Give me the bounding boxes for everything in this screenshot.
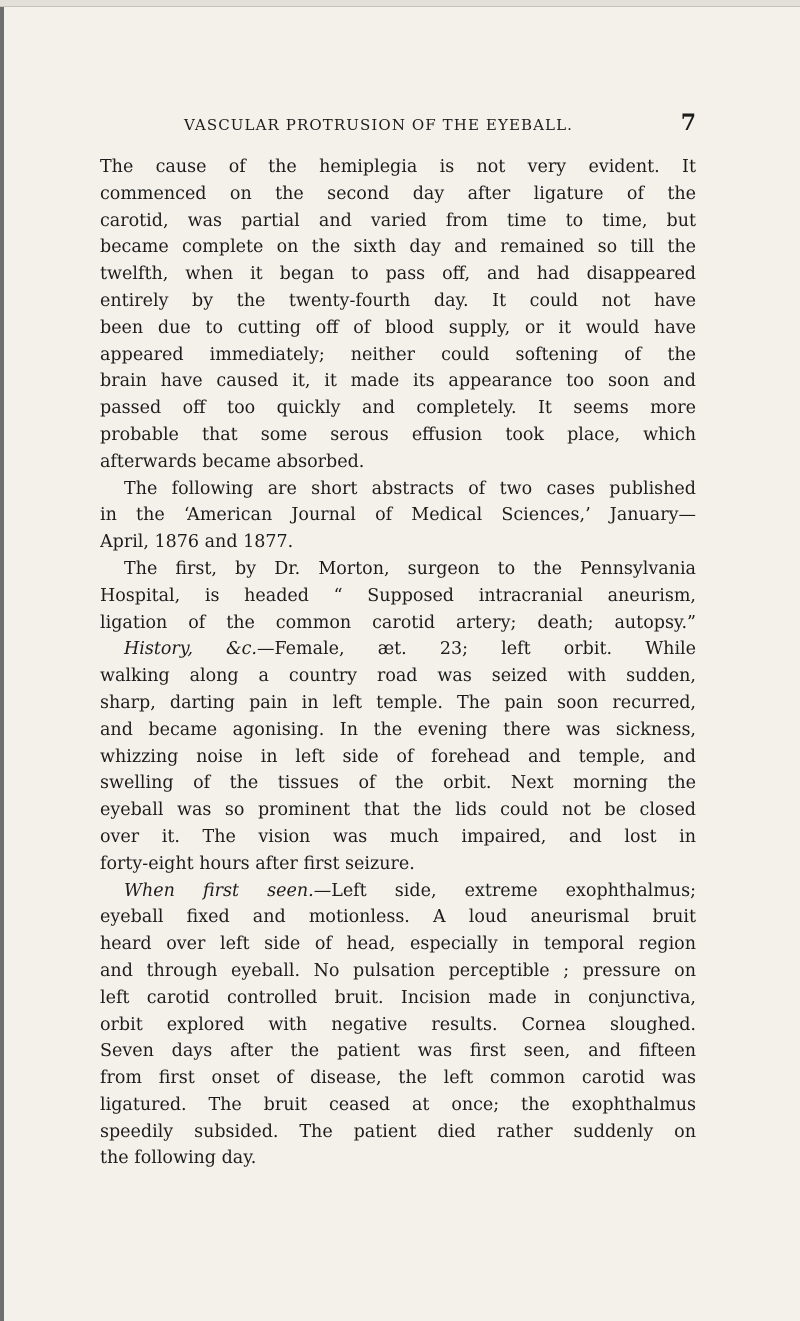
text-line	[100, 878, 696, 905]
page-number: 7	[680, 110, 696, 136]
text-line	[100, 636, 696, 663]
running-head	[100, 112, 696, 140]
section-label-when-first-seen: When first seen.	[124, 880, 314, 901]
text-line: left carotid controlled bruit. Incision made in conjunctiva,	[100, 987, 696, 1008]
text-line: ligatured. The bruit ceased at once; the exophthalmus	[100, 1094, 696, 1115]
text-line: swelling of the tissues of the orbit. Next morning the	[100, 773, 696, 794]
text-line: afterwards became absorbed.	[100, 451, 365, 472]
text-line: from first onset of disease, the left common carotid was	[100, 1068, 696, 1089]
text-line: Hospital, is headed “ Supposed intracranial aneurism,	[100, 585, 696, 606]
text-line: sharp, darting pain in left temple. The pain soon recurred,	[100, 692, 696, 713]
text-line: forty-eight hours after first seizure.	[100, 853, 415, 874]
text-line: eyeball was so prominent that the lids could not be closed	[100, 800, 696, 821]
paragraph-3	[100, 556, 696, 636]
text-line: whizzing noise in left side of forehead and temple, and	[100, 746, 696, 767]
text-line: speedily subsided. The patient died rather suddenly on	[100, 1121, 696, 1142]
text-line: passed off too quickly and completely. It seems more	[100, 398, 696, 419]
text-line-rest: —Left side, extreme exophthalmus;	[313, 880, 696, 901]
text-line: appeared immediately; neither could softening of the	[100, 344, 696, 365]
paragraph-1	[100, 154, 696, 476]
page-top-edge	[0, 0, 800, 7]
text-line: carotid, was partial and varied from time to time, but	[100, 210, 696, 231]
running-title: VASCULAR PROTRUSION OF THE EYEBALL.	[184, 116, 574, 134]
text-line: been due to cutting off of blood supply, or it would have	[100, 317, 696, 338]
text-line: commenced on the second day after ligature of the	[100, 183, 696, 204]
paragraph-2	[100, 476, 696, 556]
text-line: eyeball fixed and motionless. A loud aneurismal bruit	[100, 907, 696, 928]
text-line: orbit explored with negative results. Cornea sloughed.	[100, 1014, 696, 1035]
text-line: ligation of the common carotid artery; death; autopsy.”	[100, 612, 696, 633]
text-line: and through eyeball. No pulsation perceptible ; pressure on	[100, 960, 696, 981]
page-left-edge	[0, 0, 4, 1321]
text-line: Seven days after the patient was first seen, and fifteen	[100, 1041, 696, 1062]
body-text	[100, 154, 696, 1172]
text-line: over it. The vision was much impaired, and lost in	[100, 826, 696, 847]
text-line: entirely by the twenty-fourth day. It could not have	[100, 290, 696, 311]
text-line: heard over left side of head, especially in temporal region	[100, 934, 696, 955]
text-line: the following day.	[100, 1148, 257, 1169]
text-line: became complete on the sixth day and remained so till the	[100, 237, 696, 258]
section-label-history: History, &c.	[124, 639, 257, 660]
text-line: brain have caused it, it made its appearance too soon and	[100, 371, 696, 392]
text-line: The first, by Dr. Morton, surgeon to the Pennsylvania	[124, 558, 696, 579]
paragraph-5	[100, 878, 696, 1173]
paragraph-4	[100, 636, 696, 877]
text-line: twelfth, when it began to pass off, and had disappeared	[100, 264, 696, 285]
text-line: walking along a country road was seized with sudden,	[100, 666, 696, 687]
text-line-rest: —Female, æt. 23; left orbit. While	[256, 639, 696, 660]
text-line: in the ‘American Journal of Medical Sciences,’ January—	[100, 505, 696, 526]
text-line: April, 1876 and 1877.	[100, 532, 294, 553]
text-line: probable that some serous effusion took place, which	[100, 424, 696, 445]
text-line: and became agonising. In the evening there was sickness,	[100, 719, 696, 740]
text-line: The following are short abstracts of two cases published	[124, 478, 696, 499]
text-line: The cause of the hemiplegia is not very evident. It	[100, 157, 696, 177]
